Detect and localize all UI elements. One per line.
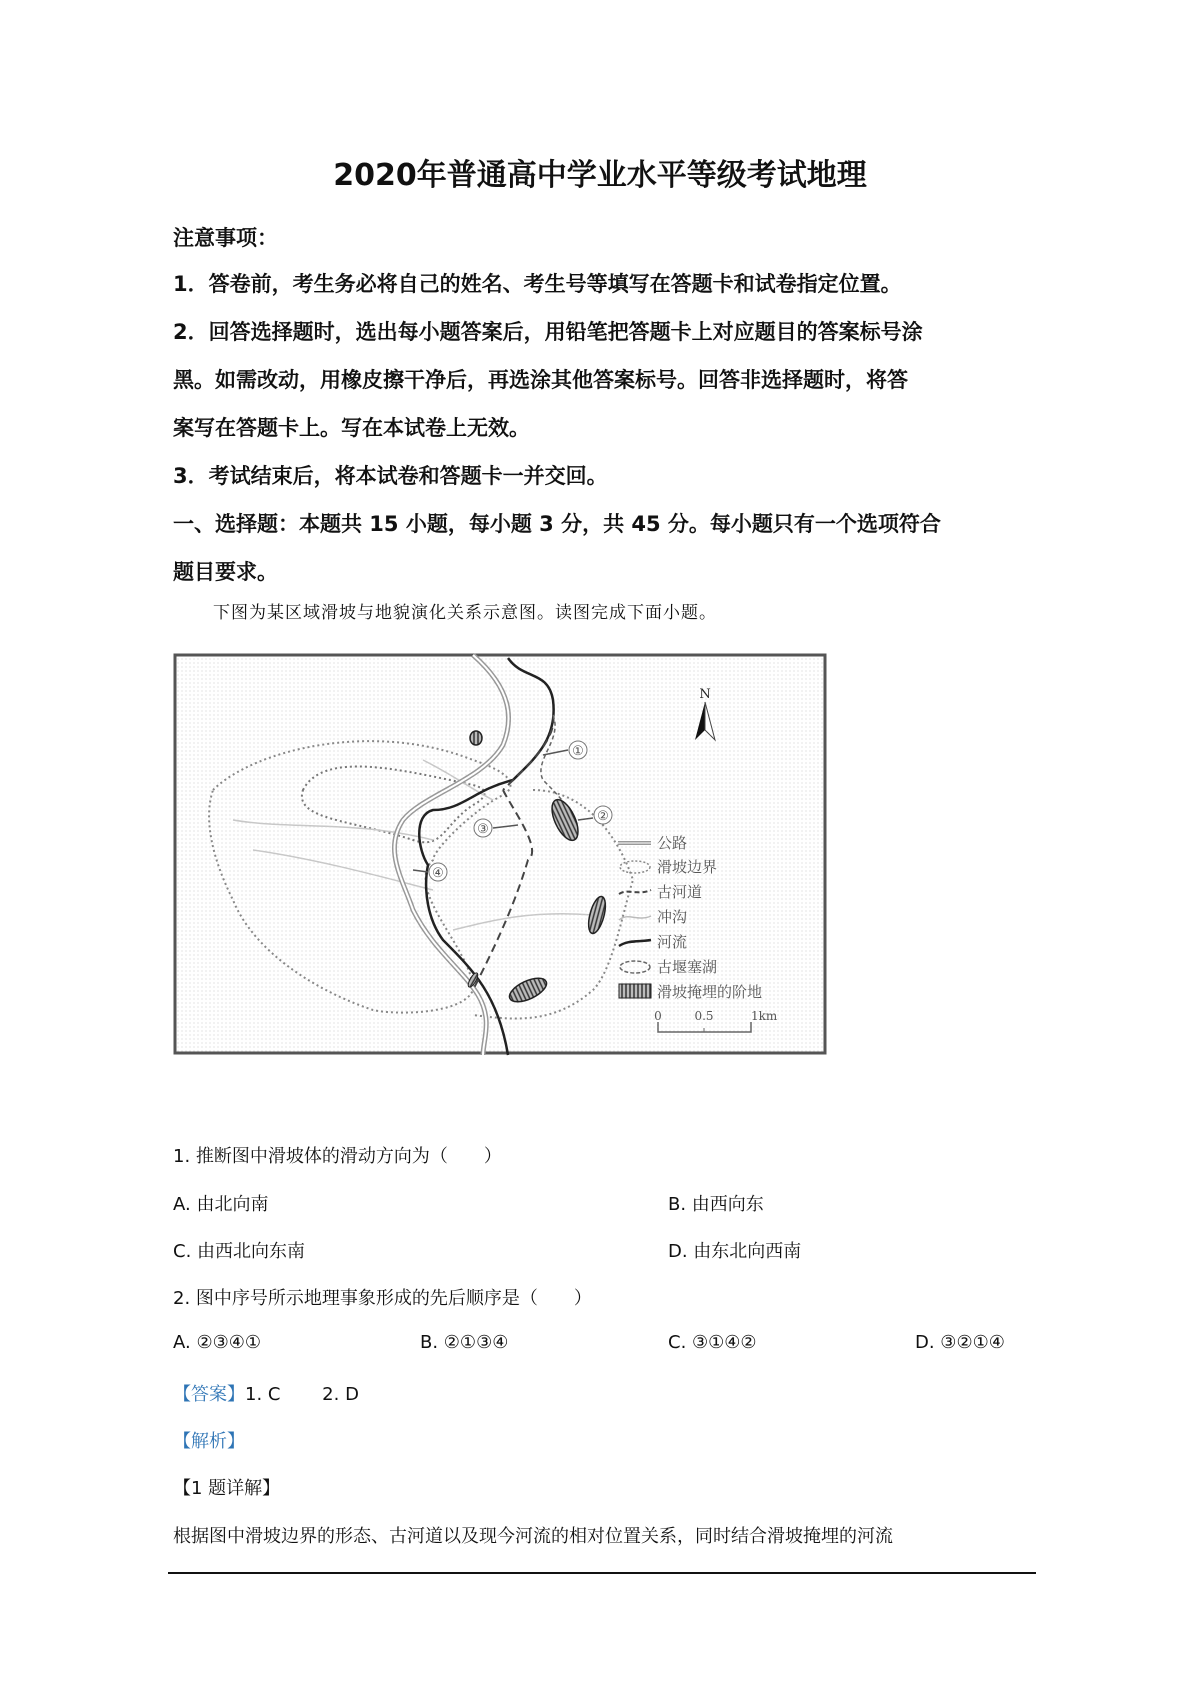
section-heading: 一、选择题：本题共 15 小题，每小题 3 分，共 45 分。每小题只有一个选项符合 xyxy=(173,512,941,536)
notice-line: 2．回答选择题时，选出每小题答案后，用铅笔把答题卡上对应题目的答案标号涂 xyxy=(173,320,923,344)
question-2-option-a[interactable]: A. ②③④① xyxy=(173,1332,261,1353)
detail-text: 根据图中滑坡边界的形态、古河道以及现今河流的相对位置关系，同时结合滑坡掩埋的河流 xyxy=(173,1526,893,1547)
question-2-stem: 2. 图中序号所示地理事象形成的先后顺序是（ ） xyxy=(173,1288,592,1309)
question-1-option-b[interactable]: B. 由西向东 xyxy=(668,1194,764,1215)
legend-road: 公路 xyxy=(657,834,688,852)
question-1-option-a[interactable]: A. 由北向南 xyxy=(173,1194,269,1215)
svg-text:N: N xyxy=(699,687,711,702)
section-heading-cont: 题目要求。 xyxy=(173,560,278,584)
answer-label: 【答案】 xyxy=(173,1384,245,1405)
page-title: 2020年普通高中学业水平等级考试地理 xyxy=(333,158,867,193)
map-figure xyxy=(173,650,833,1060)
notice-line: 案写在答题卡上。写在本试卷上无效。 xyxy=(173,416,530,440)
scale-tick-0: 0 xyxy=(654,1009,662,1023)
legend-terrace: 滑坡掩埋的阶地 xyxy=(657,983,763,1001)
notice-heading: 注意事项： xyxy=(173,226,278,250)
buried-terrace xyxy=(470,731,482,745)
answer-line xyxy=(173,1380,359,1406)
question-1-option-d[interactable]: D. 由东北向西南 xyxy=(668,1241,802,1262)
map-label-1: ① xyxy=(572,744,584,759)
scale-tick-1km: 1km xyxy=(751,1009,778,1023)
question-2-option-b[interactable]: B. ②①③④ xyxy=(420,1332,509,1353)
legend-river: 河流 xyxy=(657,933,688,951)
scale-tick-05: 0.5 xyxy=(694,1009,714,1023)
map-label-4: ④ xyxy=(432,866,444,881)
legend-terrace-icon xyxy=(619,984,651,998)
detail-label: 【1 题详解】 xyxy=(173,1478,281,1499)
figure-intro: 下图为某区域滑坡与地貌演化关系示意图。读图完成下面小题。 xyxy=(213,603,717,623)
landslide-map xyxy=(173,650,833,1060)
map-label-2: ② xyxy=(597,809,609,824)
question-1-stem: 1. 推断图中滑坡体的滑动方向为（ ） xyxy=(173,1146,502,1167)
legend-boundary: 滑坡边界 xyxy=(657,858,718,876)
question-2-option-c[interactable]: C. ③①④② xyxy=(668,1332,757,1353)
notice-line: 黑。如需改动，用橡皮擦干净后，再选涂其他答案标号。回答非选择题时，将答 xyxy=(173,368,908,392)
legend-lake: 古堰塞湖 xyxy=(657,958,718,976)
legend-gully: 冲沟 xyxy=(657,908,688,926)
analysis-label: 【解析】 xyxy=(173,1431,245,1452)
legend-channel: 古河道 xyxy=(657,883,703,901)
question-2-option-d[interactable]: D. ③②①④ xyxy=(915,1332,1005,1353)
answer-text: 1. C 2. D xyxy=(245,1384,359,1405)
question-1-option-c[interactable]: C. 由西北向东南 xyxy=(173,1241,306,1262)
notice-line: 3．考试结束后，将本试卷和答题卡一并交回。 xyxy=(173,464,608,488)
map-label-3: ③ xyxy=(477,822,489,837)
notice-line: 1．答卷前，考生务必将自己的姓名、考生号等填写在答题卡和试卷指定位置。 xyxy=(173,272,902,296)
footer-rule xyxy=(168,1572,1036,1574)
